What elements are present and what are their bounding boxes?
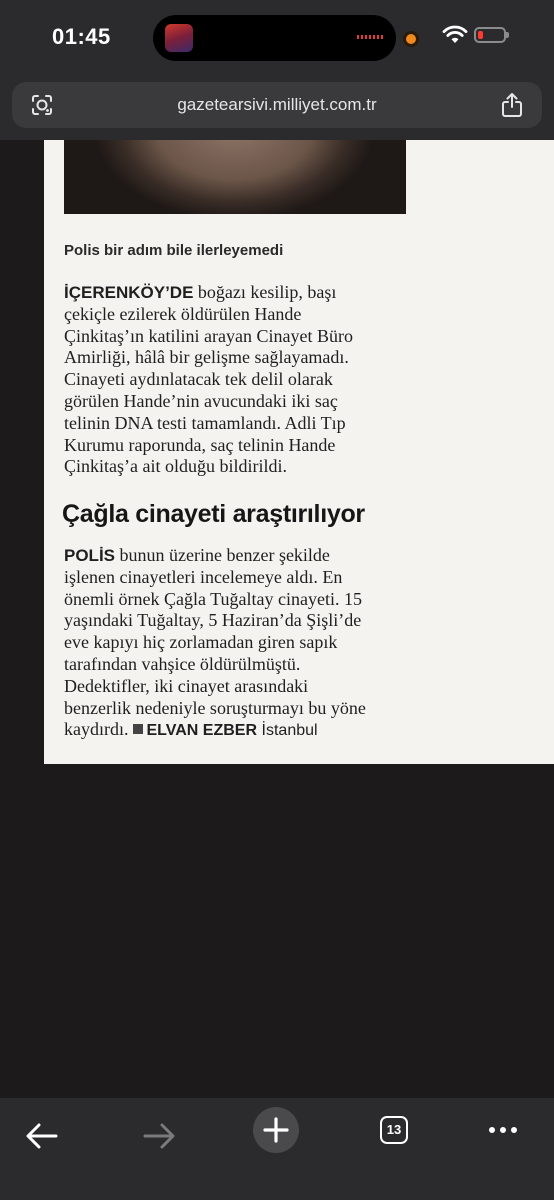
tab-count: 13	[386, 1122, 402, 1137]
forward-arrow-icon[interactable]	[137, 1114, 181, 1158]
paragraph-line: Dedektifler, iki cinayet arasındaki	[64, 675, 309, 696]
paragraph-line-text: boğazı kesilip, başı	[193, 282, 337, 302]
paragraph-line: Kurumu raporunda, saç telinin Hande	[64, 434, 336, 455]
wifi-icon	[442, 25, 468, 45]
battery-low-icon	[474, 27, 506, 43]
paragraph-line: Cinayeti aydınlatacak tek delil olarak	[64, 369, 333, 390]
byline-square-icon	[133, 724, 143, 734]
plus-icon[interactable]	[253, 1107, 299, 1153]
dynamic-island[interactable]	[153, 15, 396, 61]
paragraph-line: Çinkitaş’ın katilini arayan Cinayet Büro	[64, 325, 353, 346]
paragraph-line: telinin DNA testi tamamlandı. Adli Tıp	[64, 412, 346, 433]
share-icon[interactable]	[500, 92, 524, 118]
address-bar[interactable]	[12, 82, 542, 128]
article-paragraph-2	[64, 545, 424, 742]
camera-indicator	[406, 34, 416, 44]
paragraph-line: önemli örnek Çağla Tuğaltay cinayeti. 15	[64, 588, 362, 609]
photo-caption: Polis bir adım bile ilerleyemedi	[64, 242, 284, 259]
article-subheadline: Çağla cinayeti araştırılıyor	[62, 500, 365, 528]
newspaper-clipping	[44, 140, 554, 764]
recording-indicator	[357, 35, 383, 39]
url-text[interactable]: gazetearsivi.milliyet.com.tr	[177, 95, 377, 114]
byline-city: İstanbul	[261, 722, 318, 740]
paragraph-line: işlenen cinayetleri incelemeye aldı. En	[64, 566, 343, 587]
paragraph-line: eve kapıyı hiç zorlamadan giren sapık	[64, 632, 338, 653]
paragraph-line: tarafından vahşice öldürülmüştü.	[64, 653, 301, 674]
paragraph-line-text: kaydırdı.	[64, 719, 129, 740]
article-paragraph-1	[64, 282, 424, 478]
tabs-icon[interactable]	[377, 1114, 421, 1158]
paragraph-line	[64, 545, 424, 567]
status-bar	[0, 0, 554, 78]
paragraph-line-text: bunun üzerine benzer şekilde	[115, 545, 330, 565]
browser-toolbar	[0, 1098, 554, 1200]
byline-author: ELVAN EZBER	[146, 722, 258, 740]
paragraph-line: çekiçle ezilerek öldürülen Hande	[64, 303, 302, 324]
paragraph-line	[64, 282, 424, 304]
paragraph-lead: POLİS	[64, 546, 116, 565]
paragraph-line: Çinkitaş’a ait olduğu bildirildi.	[64, 456, 287, 477]
browser-address-area	[0, 78, 554, 140]
paragraph-lead: İÇERENKÖY’DE	[64, 283, 194, 302]
paragraph-line: yaşındaki Tuğaltay, 5 Haziran’da Şişli’de	[64, 610, 362, 631]
byline-line	[64, 719, 424, 742]
paragraph-line: Amirliği, hâlâ bir gelişme sağlayamadı.	[64, 347, 349, 368]
battery-level	[478, 31, 483, 39]
paragraph-line: görülen Hande’nin avucundaki iki saç	[64, 390, 338, 411]
more-icon[interactable]	[482, 1114, 526, 1158]
clock: 01:45	[52, 24, 111, 49]
article-photo	[64, 140, 406, 214]
paragraph-line: benzerlik nedeniyle soruşturmayı bu yöne	[64, 697, 366, 718]
media-thumbnail	[165, 24, 193, 52]
back-arrow-icon[interactable]	[20, 1114, 64, 1158]
